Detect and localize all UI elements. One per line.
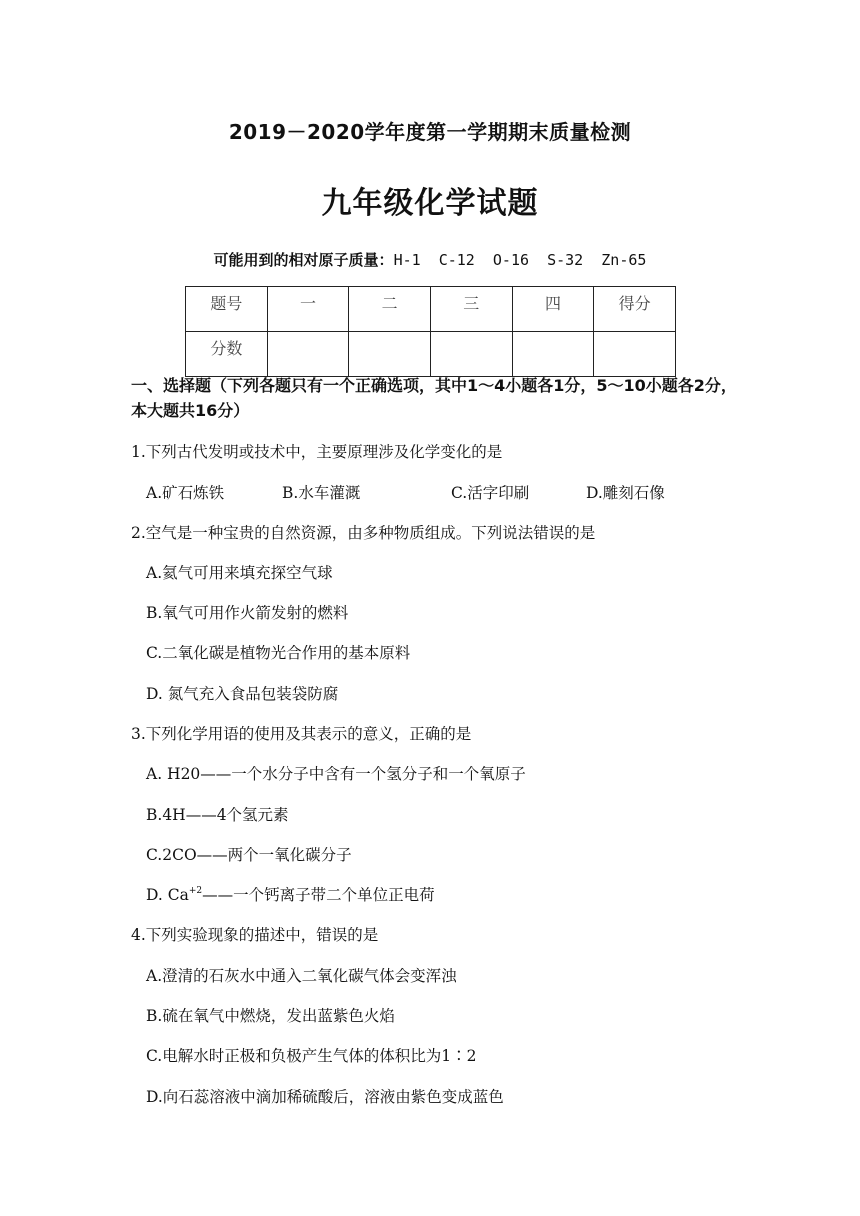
score-table — [185, 286, 676, 377]
option-d-suffix: ——一个钙离子带二个单位正电荷 — [202, 886, 435, 904]
score-header-cell: 题号 — [186, 287, 268, 332]
score-table-score-row — [186, 332, 676, 377]
option-row — [146, 481, 746, 503]
question-stem: 3.下列化学用语的使用及其表示的意义，正确的是 — [131, 725, 472, 743]
score-cell — [512, 332, 594, 377]
option-a: A.氦气可用来填充探空气球 — [146, 564, 333, 582]
option-a: A.澄清的石灰水中通入二氧化碳气体会变浑浊 — [146, 967, 457, 985]
score-header-cell: 一 — [267, 287, 349, 332]
section-heading: 一、选择题（下列各题只有一个正确选项，其中1～4小题各1分，5～10小题各2分，本大题共16分） — [131, 376, 737, 420]
option-b: B.氧气可用作火箭发射的燃料 — [146, 604, 349, 622]
option-b: B.硫在氧气中燃烧，发出蓝紫色火焰 — [146, 1007, 395, 1025]
exam-subtitle: 九年级化学试题 — [321, 186, 539, 221]
score-table-header-row — [186, 287, 676, 332]
question-stem: 4.下列实验现象的描述中，错误的是 — [131, 926, 379, 944]
score-row-label: 分数 — [186, 332, 268, 377]
option-d-prefix: D. Ca — [146, 886, 189, 904]
atomic-masses-label: 可能用到的相对原子质量： — [213, 251, 394, 269]
score-header-cell: 三 — [430, 287, 512, 332]
option-d — [146, 883, 435, 905]
score-cell — [594, 332, 676, 377]
option-d: D.雕刻石像 — [586, 484, 665, 502]
option-c: C.活字印刷 — [451, 484, 530, 502]
option-a: A.矿石炼铁 — [146, 484, 225, 502]
question-stem: 2.空气是一种宝贵的自然资源，由多种物质组成。下列说法错误的是 — [131, 524, 596, 542]
option-d: D.向石蕊溶液中滴加稀硫酸后，溶液由紫色变成蓝色 — [146, 1088, 504, 1106]
option-c: C.2CO——两个一氧化碳分子 — [146, 846, 352, 864]
score-header-cell: 二 — [349, 287, 431, 332]
score-header-cell: 四 — [512, 287, 594, 332]
score-cell — [430, 332, 512, 377]
atomic-masses-line — [0, 249, 860, 270]
option-c: C.电解水时正极和负极产生气体的体积比为1∶2 — [146, 1047, 477, 1065]
option-b: B.水车灌溉 — [282, 484, 361, 502]
question-stem: 1.下列古代发明或技术中，主要原理涉及化学变化的是 — [131, 443, 503, 461]
score-header-cell: 得分 — [594, 287, 676, 332]
exam-title: 2019－2020学年度第一学期期末质量检测 — [228, 120, 632, 144]
option-c: C.二氧化碳是植物光合作用的基本原料 — [146, 644, 411, 662]
charge-superscript: +2 — [188, 886, 203, 896]
score-cell — [349, 332, 431, 377]
score-cell — [267, 332, 349, 377]
option-a: A. H20——一个水分子中含有一个氢分子和一个氧原子 — [146, 765, 526, 783]
option-d: D. 氮气充入食品包装袋防腐 — [146, 685, 339, 703]
option-b: B.4H——4个氢元素 — [146, 806, 289, 824]
atomic-masses-values: H-1 C-12 O-16 S-32 Zn-65 — [393, 251, 647, 269]
